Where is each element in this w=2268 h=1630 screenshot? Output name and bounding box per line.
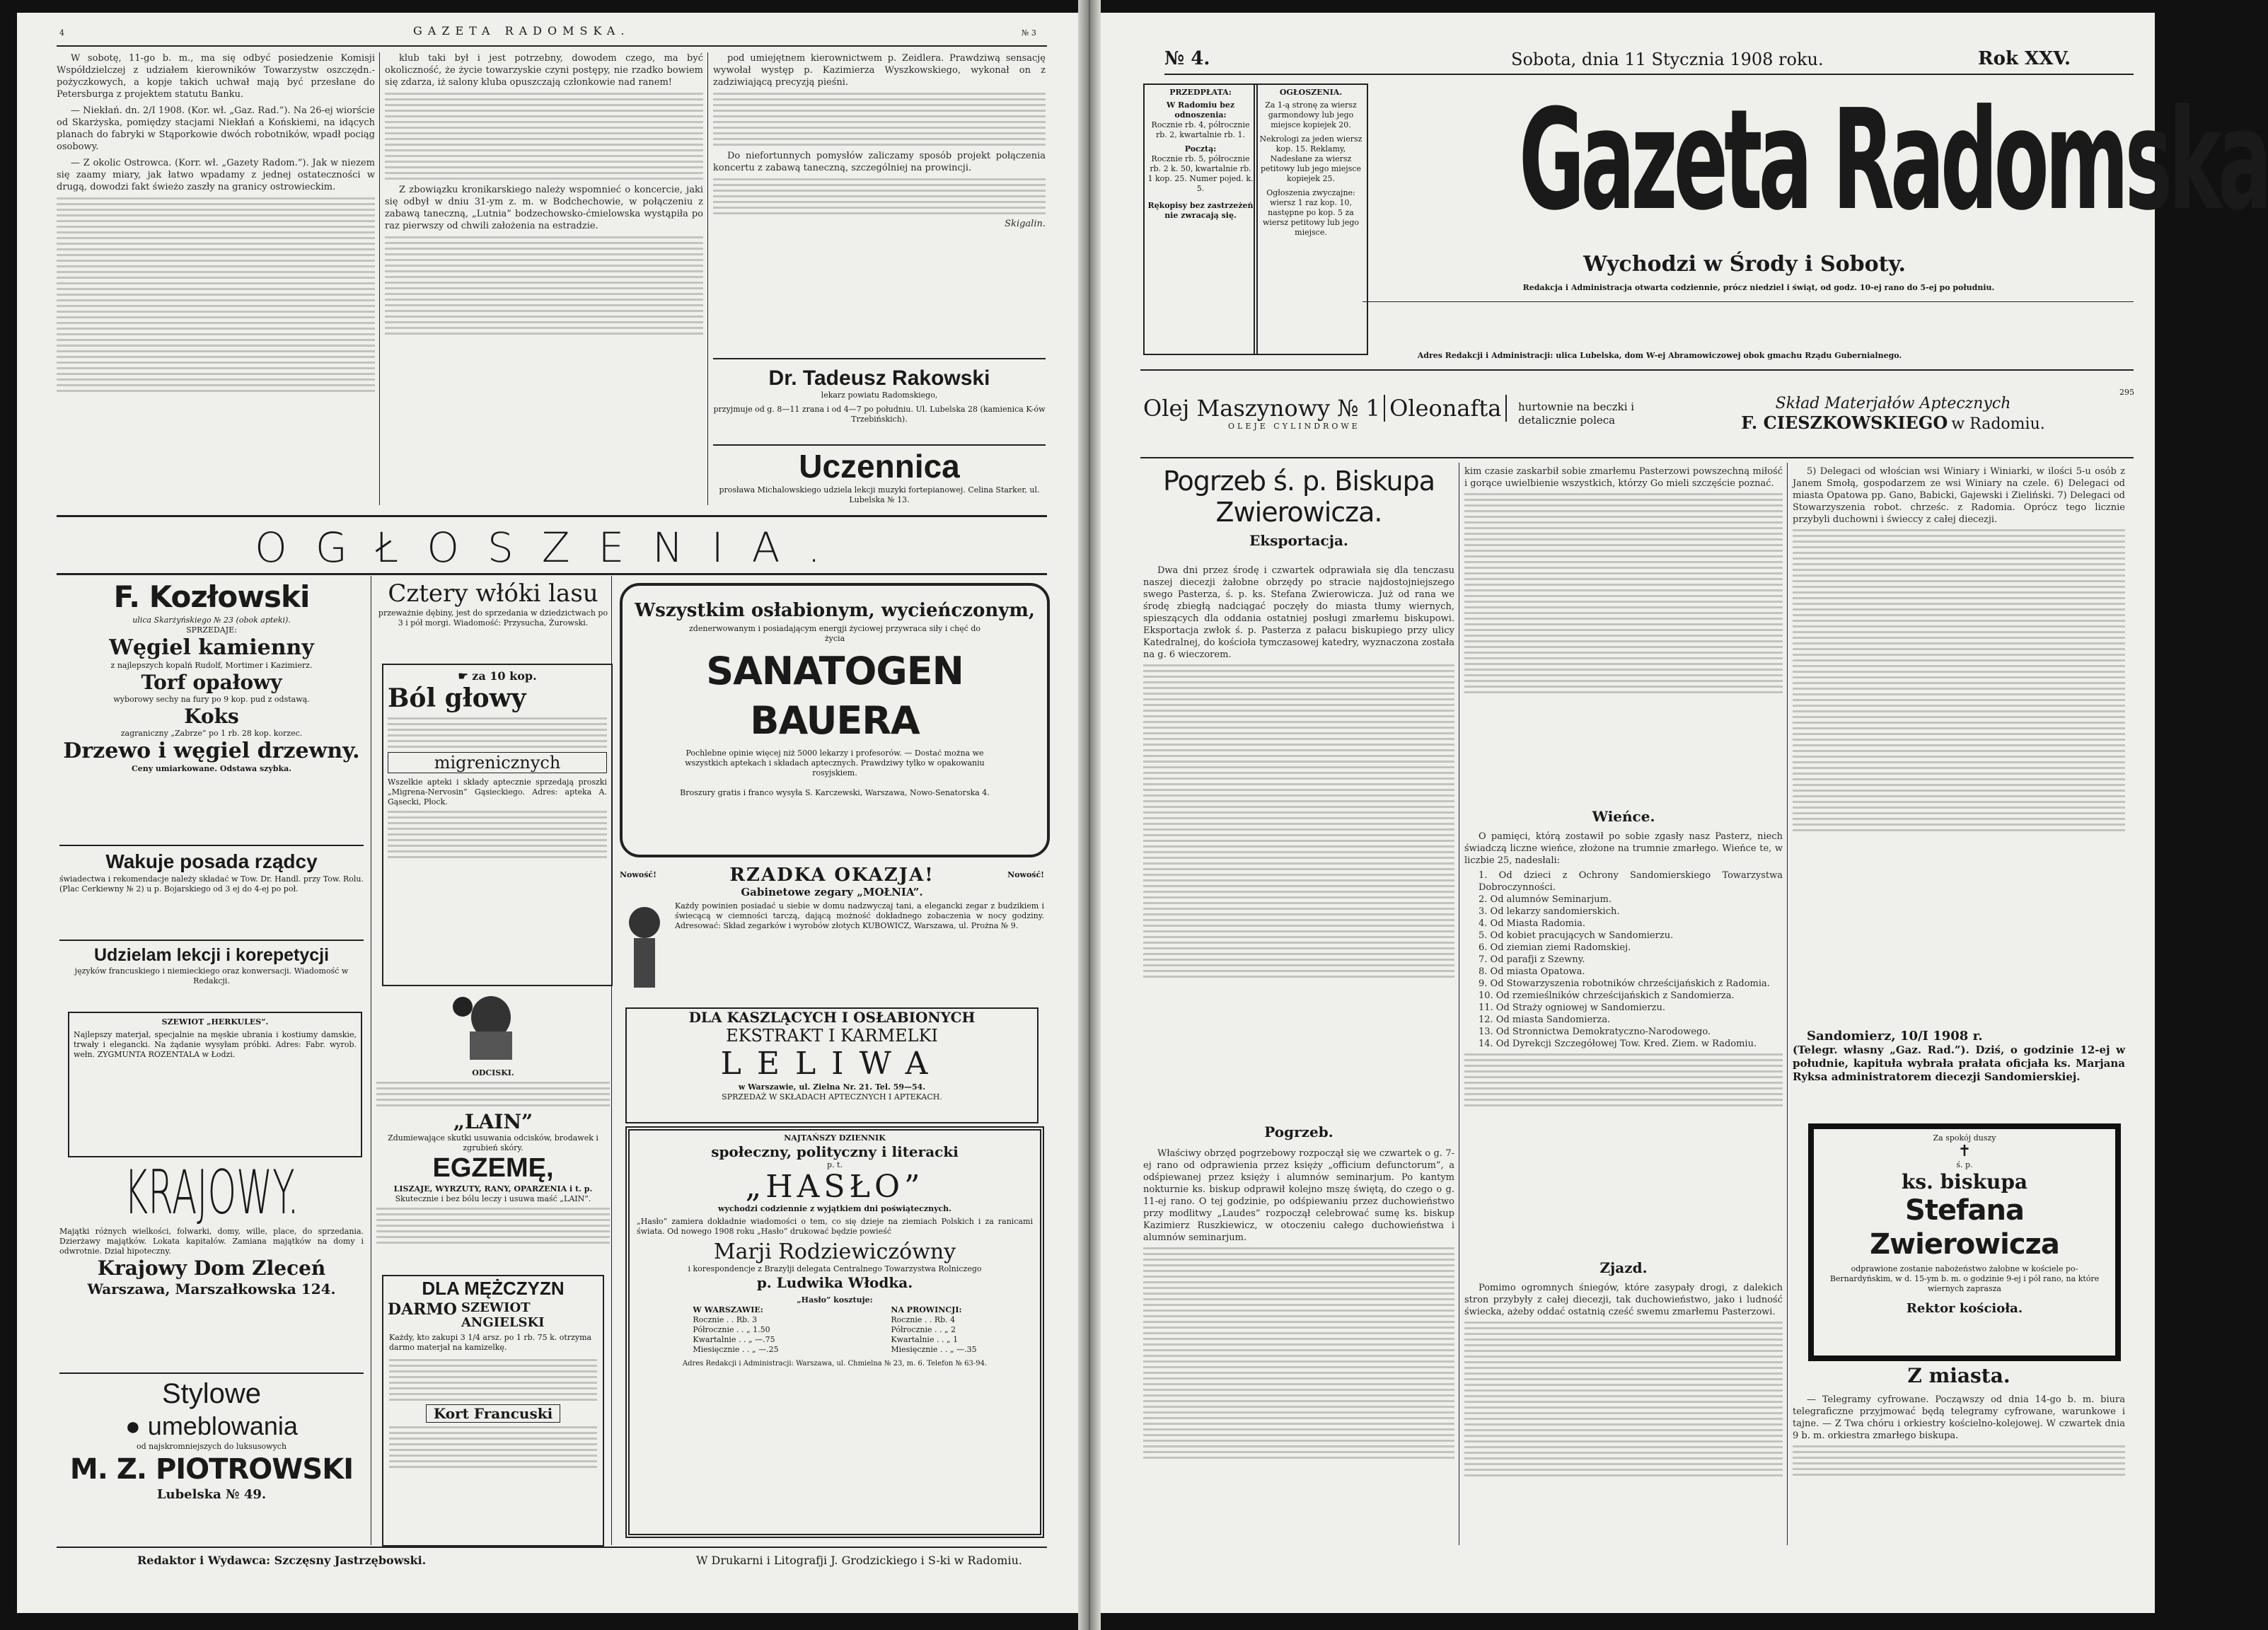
news-signature: Skigalin. (1005, 219, 1046, 229)
kozlowski-torf: Torf opałowy (141, 671, 282, 694)
ogloszenia-rates-text2: Nekrologi za jeden wiersz kop. 15. Reklamy, Nadesłane za wiersz petitowy lub jego miejsce kopiejek 25. (1259, 134, 1362, 183)
odciski-text: Zdumiewające skutki usuwania odcisków, brodawek i zgrubień skóry. (388, 1133, 598, 1152)
bullet-icon: ● (125, 1411, 148, 1440)
kozlowski-wegiel: Węgiel kamienny (109, 635, 314, 660)
kozlowski-drzewo: Drzewo i węgiel drzewny. (63, 739, 360, 763)
kozlowski-torf-sub: wyborowy sechy na fury po 9 kop. pud z odstawą. (113, 695, 310, 704)
masthead (1355, 80, 2268, 243)
korepetycje-title: Udzielam lekcji i korepetycji (93, 945, 330, 965)
advert-leliwa (625, 1007, 1038, 1123)
rakowski-sub: lekarz powiatu Radomskiego, (821, 391, 938, 400)
leliwa-address: w Warszawie, ul. Zielna Nr. 21. Tel. 59—54. (738, 1082, 926, 1092)
obit-title: ks. biskupa (1901, 1170, 2028, 1193)
advert-egzeme (376, 1152, 610, 1247)
advert-kozlowski (59, 579, 364, 774)
news-column-3 (713, 52, 1046, 357)
mezczyzn-darmo: DARMO (388, 1300, 457, 1319)
haslo-author: p. Ludwika Włodka. (756, 1274, 913, 1291)
prenumerata-poczta: Pocztą: (1184, 144, 1217, 154)
running-head-number: № 3 (1022, 28, 1036, 37)
uczennica-text: prosława Michalowskiego udziela lekcji muzyki fortepianowej. Celina Starker, ul. Lubelska № 13. (719, 485, 1040, 504)
news-item: — Z okolic Ostrowca. (Korr. wł. „Gazety Radom.”). Jak w niezem się zaamy miary, jak łatwo wpadamy z jednej ostateczności w drugą, dowodzi fakt świeżo zaszły na granicy ostrowieckim. (57, 158, 375, 192)
section-eksportacja: Eksportacja. (1249, 532, 1348, 549)
binding-gutter (1078, 0, 1101, 1630)
haslo-pt: p. t. (827, 1160, 843, 1169)
haslo-novel: Marji Rodziewiczówny (713, 1239, 956, 1264)
migrena-text: Wszelkie apteki i składy aptecznie sprzedają proszki „Migrena-Nervosin” Gąsieckiego. Adres: apteka A. Gąsecki, Płock. (388, 778, 607, 807)
posada-text: świadectwa i rekomendacje należy składać w Tow. Dr. Handl. przy Tow. Rolu. (Plac Cerkiewny № 2) u p. Bojarskiego od 3 ej do 4-ej po poł. (59, 874, 364, 894)
section-zjazd: Zjazd. (1599, 1259, 1648, 1276)
advert-piotrowski (59, 1377, 364, 1502)
haslo-line2: społeczny, polityczny i literacki (711, 1143, 959, 1160)
sandomierz-text: (Telegr. własny „Gaz. Rad.”). Dziś, o godzinie 12-ej w południe, kapituła wybrała prałata oficjała ks. Marjana Ryksa administratorem diecezji Sandomierskiej. (1793, 1044, 2125, 1083)
ogloszenia-rates-title: OGŁOSZENIA. (1279, 88, 1343, 97)
wience-list (1464, 869, 1783, 1050)
kozlowski-address: ulica Skarżyńskiego № 23 (obok apteki). (132, 615, 291, 625)
leliwa-name: LELIWA (720, 1046, 944, 1082)
mezczyzn-text: Każdy, kto zakupi 3 1/4 arsz. po 1 rb. 75 k. otrzyma darmo materjał na kamizelkę. (389, 1333, 592, 1352)
advert-wloki (376, 579, 610, 628)
clock-figure-illustration (620, 901, 669, 993)
olej-shop (1660, 395, 2127, 433)
sandomierz-head: Sandomierz, 10/I 1908 r. (1807, 1029, 1983, 1044)
page-right (1101, 13, 2268, 1613)
advert-olej (1143, 395, 1511, 432)
issue-year: Rok XXV. (1978, 48, 2071, 69)
advert-haslo (625, 1126, 1044, 1538)
haslo-top: NAJTAŃSZY DZIENNIK (784, 1133, 886, 1143)
obit-text: odprawione zostanie nabożeństwo żałobne w kościele po-Bernardyńskim, w d. 15-ym b. m. o godzinie 9-ej i pół rano, na które wiernych zaprasza (1829, 1264, 2100, 1293)
kozlowski-wegiel-sub: z najlepszych kopalń Rudolf, Mortimer i Kazimierz. (110, 661, 313, 670)
piotrowski-line2: umeblowania (147, 1411, 298, 1440)
price-row: Rocznie . . Rb. 4 (891, 1315, 956, 1324)
news-item: klub taki był i jest potrzebny, dowodem czego, ma być okoliczność, że życie towarzyskie czyni postępy, nie rzadko bowiem się zdarza, iż salony kluba opuszczają członkowie nad ranem! (385, 53, 703, 88)
haslo-warsaw-label: W WARSZAWIE: (693, 1305, 763, 1314)
wience-text: O pamięci, którą zostawił po sobie zgasły nasz Pasterz, niech świadczą liczne wieńce, złożone na trumnie zmarłego. Wieńce te, w liczbie 25, nadesłali: (1464, 831, 1783, 866)
ogloszenia-rates-box (1254, 83, 1368, 355)
price-row: Rocznie . . Rb. 3 (693, 1315, 758, 1324)
footer-printer: W Drukarni i Litografji J. Grodzickiego i S-ki w Radomiu. (696, 1554, 1022, 1567)
article-col1-pogrzeb (1143, 1148, 1454, 1544)
price-row: Miesięcznie . . „ —.25 (693, 1345, 779, 1354)
issue-date: Sobota, dnia 11 Stycznia 1908 roku. (1511, 50, 1824, 69)
wloki-text: przeważnie dębiny, jest do sprzedania w dziedzictwach po 3 i pół morgi. Wiadomość: Przysucha, Żurowski. (378, 608, 608, 628)
okazja-left: Nowość! (620, 870, 656, 879)
advert-korepetycje (59, 944, 364, 986)
news-item: pod umiejętnem kierownictwem p. Zeidlera. Prawdziwą sensację wywołał występ p. Kazimierza Wyszkowskiego, wykonał on z zadziwiającą precyzją pieśni. (713, 53, 1046, 88)
cross-icon: ✝ (1957, 1143, 1972, 1160)
list-item: 12. Od miasta Sandomierza. (1479, 1015, 1611, 1025)
advert-posada (59, 849, 364, 894)
herkules-text: Najlepszy materjał, specjalnie na męskie ubrania i kostiumy damskie, trwały i elegancki. Na żądanie wysyłam próbki. Adres: Fabr. wyrob. wełn. ZYGMUNTA ROZENTALA w Łodzi. (74, 1030, 357, 1059)
article-title-block (1143, 466, 1454, 549)
running-head-title: GAZETA RADOMSKA. (413, 24, 630, 37)
list-item: 6. Od ziemian ziemi Radomskiej. (1479, 942, 1631, 953)
rakowski-name: Dr. Tadeusz Rakowski (768, 366, 990, 390)
advert-okazja (620, 865, 1044, 1006)
list-item: 4. Od Miasta Radomia. (1479, 918, 1585, 929)
piotrowski-line3: od najskromniejszych do luksusowych (136, 1442, 287, 1451)
haslo-prices-title: „Hasło” kosztuje: (797, 1295, 873, 1305)
posada-title: Wakuje posada rządcy (105, 850, 318, 872)
advert-migrena (382, 664, 613, 986)
rakowski-text: przyjmuje od g. 8—11 zrana i od 4—7 po południu. Ul. Lubelska 28 (kamienica K-ów Trzebińskich). (713, 405, 1046, 424)
address-line: Adres Redakcji i Administracji: ulica Lubelska, dom W-ej Abramowiczowej obok gmachu Rządu Gubernialnego. (1417, 351, 1902, 360)
office-hours: Redakcja i Administracja otwarta codziennie, prócz niedziel i świąt, od godz. 10-ej rano do 5-ej po południu. (1522, 283, 1995, 292)
article-col2 (1464, 466, 1783, 805)
haslo-name: „HASŁO” (745, 1169, 925, 1205)
col3-text: 5) Delegaci od włościan wsi Winiary i Winiarki, w ilości 5-u osób z Janem Smołą, gospodarzem ze wsi Winiary na czele. 6) Delegaci od miasta Opatowa pp. Gano, Babicki, Gajewski i Zieliński. 7) Delegaci od Stowarzyszenia robot. chrześc. z Radomia. Oprócz tego licznie przybyli duchowni i świeccy z całej diecezji. (1793, 466, 2125, 525)
corner-number: 295 (2119, 388, 2134, 397)
list-item: 10. Od rzemieślników chrześcijańskich z Sandomierza. (1479, 990, 1735, 1001)
list-item: 7. Od parafji z Szewny. (1479, 954, 1585, 965)
haslo-sub: wychodzi codziennie z wyjątkiem dni poświątecznych. (717, 1204, 952, 1213)
sandomierz-telegram (1793, 1029, 2125, 1084)
piotrowski-name: M. Z. PIOTROWSKI (69, 1453, 354, 1486)
price-row: Kwartalnie . . „ —.75 (693, 1335, 775, 1344)
news-item: Z zbowiązku kronikarskiego należy wspomnieć o koncercie, jaki się odbył w dniu 31-ym z. m. w Bodchechowie, w połączeniu z zabawą taneczną, „Lutnia” bodzechowsko-ćmielowska wystąpiła po raz pierwszy od chwili założenia na estradzie. (385, 185, 703, 231)
egzeme-text: Skutecznie i bez bólu leczy i usuwa maść „LAIN”. (395, 1194, 591, 1203)
article-title: Pogrzeb ś. p. Biskupa Zwierowicza. (1162, 466, 1435, 528)
haslo-text: „Hasło” zamiera dokładnie wiadomości o tem, co się dzieje na ziemiach Polskich i za ranicami świata. Od nowego 1908 roku „Hasło” drukować będzie powieść (637, 1217, 1033, 1236)
list-item: 13. Od Stronnictwa Demokratyczno-Narodowego. (1479, 1027, 1711, 1037)
obit-top: Za spokój duszy (1933, 1133, 1996, 1143)
price-row: Miesięcznie . . „ —.35 (891, 1345, 977, 1354)
haslo-warsaw-prices (693, 1305, 778, 1355)
korepetycje-text: języków francuskiego i niemieckiego oraz konwersacji. Wiadomość w Redakcji. (74, 966, 349, 985)
egzeme-sub: LISZAJE, WYRZUTY, RANY, OPARZENIA i t. p. (393, 1184, 593, 1193)
article-col3 (1793, 466, 2125, 1017)
prenumerata-note: Rękopisy bez zastrzeżeń nie zwracają się. (1147, 201, 1254, 220)
page-left (17, 13, 1078, 1613)
advert-krajowy (59, 1159, 364, 1297)
wience-block (1464, 831, 1783, 1255)
eksportacja-text: Dwa dni przez środę i czwartek odprawiała się dla tenczasu naszej diecezji żałobne obrzędy po stracie najdostojniejszego swego Pasterza, ś. p. ks. Stefana Zwierowicza. Już od rana we środę zbiegłą nadciągać poczęły do miasta tłumy wiernych, spieszących dla oddania ostatniej posługi zmarłemu biskupowi. Eksportacja zwłok ś. p. Pasterza z pałacu biskupiego przy ulicy Katedralnej, do kościoła tymczasowej katedry, wyznaczona została na g. 6 wieczorem. (1143, 565, 1454, 660)
olej-bracket: Oleonafta (1384, 395, 1507, 422)
advert-mezczyzn (382, 1275, 604, 1547)
sanatogen-sub: zdenerwowanym i posiadającym energji życiowej przywraca siły i chęć do życia (689, 624, 980, 643)
sanatogen-text: Pochlebne opinie więcej niż 5000 lekarzy i profesorów. — Dostać można we wszystkich aptekach i składach aptecznych. Prawdziwy tylko w opakowaniu rosyjskiem. (685, 748, 985, 778)
piotrowski-address: Lubelska № 49. (156, 1487, 267, 1502)
news-item: Do niefortunnych pomysłów zaliczamy sposób projekt połączenia koncertu z zabawą taneczną, szczególniej na prowincji. (713, 151, 1046, 173)
list-item: 8. Od miasta Opatowa. (1479, 966, 1585, 977)
sanatogen-foot: Broszury gratis i franco wysyła S. Karczewski, Warszawa, Nowo-Senatorska 4. (680, 788, 990, 797)
haslo-novel-sub: i korespondencje z Brazylji delegata Centralnego Towarzystwa Rolniczego (688, 1264, 982, 1273)
migrena-word: migrenicznych (388, 752, 607, 773)
odciski-name: „LAIN” (453, 1110, 533, 1133)
list-item: 14. Od Dyrekcji Szczegółowej Tow. Kred. Ziem. w Radomiu. (1479, 1039, 1757, 1049)
price-row: Kwartalnie . . „ 1 (891, 1335, 959, 1344)
news-column-1 (57, 52, 375, 505)
sanatogen-name: SANATOGEN BAUERA (706, 649, 964, 743)
kozlowski-koks-sub: zagraniczny „Zabrze” po 1 rb. 28 kop. korzec. (120, 729, 303, 738)
prenumerata-box (1143, 83, 1258, 355)
leliwa-line1: DLA KASZLĄCYCH I OSŁABIONYCH (688, 1009, 976, 1026)
mezczyzn-kort: Kort Francuski (426, 1404, 560, 1423)
price-row: Półrocznie . . „ 1.50 (693, 1325, 770, 1334)
prenumerata-radom: W Radomiu bez odnoszenia: (1166, 100, 1235, 120)
kozlowski-name: F. Kozłowski (113, 579, 310, 614)
okazja-right: Nowość! (1007, 870, 1044, 879)
olej-title: Olej Maszynowy № 1 (1143, 395, 1381, 422)
sanatogen-header: Wszystkim osłabionym, wycieńczonym, (635, 600, 1035, 621)
leliwa-line2: EKSTRAKT I KARMELKI (726, 1026, 938, 1046)
kozlowski-drzewo-sub: Ceny umiarkowane. Odstawa szybka. (131, 764, 292, 773)
haslo-prov-prices (891, 1305, 976, 1355)
page-number-left: 4 (59, 28, 64, 37)
list-item: 3. Od lekarzy sandomierskich. (1479, 906, 1620, 917)
krajowy-address: Warszawa, Marszałkowska 124. (87, 1281, 336, 1297)
olej-skl: Skład Materjałów Aptecznych (1775, 395, 2011, 412)
okazja-text: Każdy powinien posiadać u siebie w domu nadzwyczaj tani, a elegancki zegar z budzikiem i świecącą w ciemności tarczą, dającą możność dokładnego zobaczenia w nocy godziny. Adresować: Skład zegarków i wyrobów złotych KUBOWICZ, Warszawa, ul. Prożna № 9. (675, 901, 1044, 930)
egzeme-title: EGZEMĘ, (432, 1153, 554, 1183)
ogloszenia-rates-text3: Ogłoszenia zwyczajne: wiersz 1 raz kop. 10, następne po kop. 5 za wiersz petitowy lub jego miejsce. (1262, 188, 1360, 237)
z-miasta-block (1793, 1394, 2125, 1544)
leliwa-foot: SPRZEDAŻ W SKŁADACH APTECZNYCH I APTEKACH. (722, 1092, 942, 1102)
news-item: — Niekłań. dn. 2/I 1908. (Kor. wł. „Gaz. Rad.”). Na 26-ej wiorście od Skarżyska, pomiędzy stacjami Niekłań a Końskiemi, na idących planach do fabryki w Stąporkowie dwóch robotników, wpadł pociąg osobowy. (57, 105, 375, 152)
section-wience: Wieńce. (1592, 808, 1655, 825)
advert-herkules (68, 1012, 362, 1157)
krajowy-big: KRAJOWY. (124, 1157, 299, 1228)
obit-name: Stefana Zwierowicza (1870, 1194, 2059, 1261)
ogloszenia-rates-text1: Za 1-ą stronę za wiersz garmondowy lub jego miejsce kopiejek 20. (1265, 100, 1357, 129)
herkules-title: SZEWIOT „HERKULES”. (161, 1017, 269, 1027)
obit-sign: Rektor kościoła. (1906, 1301, 2023, 1316)
mezczyzn-title: DLA MĘŻCZYZN (422, 1278, 565, 1299)
migrena-price: za 10 kop. (472, 669, 537, 683)
z-miasta-text: — Telegramy cyfrowane. Począwszy od dnia 14-go b. m. biura telegraficzne przyjmować będą telegramy cyfrowane, warunkowe i tajne. — Z Twa chóru i orkiestry kościelno-kolejowej. W czwartek dnia 9 b. m. orkiestra zmarłego biskupa. (1793, 1394, 2125, 1441)
advert-odciski (376, 1068, 610, 1153)
advert-uczennica (713, 447, 1046, 505)
news-column-2 (385, 52, 703, 505)
prenumerata-poczta-text: Rocznie rb. 5, półrocznie rb. 2 k. 50, kwartalnie rb. 1 kop. 25. Numer pojed. k. 5. (1147, 154, 1254, 193)
pogrzeb-text: Właściwy obrzęd pogrzebowy rozpoczął się we czwartek o g. 7-ej rano od odprawienia przez księży „officium defunctorum”, a odśpiewanej przez księży i alumnów seminarjum. Po kantym nokturnie ks. biskup odprawił kolejno mszę świętą, do czego o g. 11-ej rano. O tej godzinie, po odśpiewaniu przez duchowieństwo przy modlitwy „Laudes” rozpoczął celebrować sumę ks. biskup Kazimierz Ruszkiewicz, w otoczeniu całego duchowieństwa i alumnów seminarjum. (1143, 1148, 1454, 1243)
frequency: Wychodzi w Środy i Soboty. (1583, 252, 1906, 277)
olej-text: hurtownie na beczki i detalicznie poleca (1518, 400, 1635, 427)
haslo-prov-label: NA PROWINCJI: (891, 1305, 962, 1314)
zjazd-text: Pomimo ogromnych śniegów, które zasypały drogi, z dalekich stron przybyły z całej diecezji, tak duchowieństwo, jako i ludność świecka, ażeby oddać ostatnią cześć swemu zmarłemu Pasterzowi. (1464, 1283, 1783, 1317)
col2-top-text: kim czasie zaskarbił sobie zmarłemu Pasterzowi powszechną miłość i gorące uwielbienie wszystkich, którzy Go mieli szczęście poznać. (1464, 466, 1783, 489)
prenumerata-radom-text: Rocznie rb. 4, półrocznie rb. 2, kwartalnie rb. 1. (1151, 120, 1250, 139)
price-row: Półrocznie . . „ 2 (891, 1325, 956, 1334)
ogloszenia-heading: OGŁOSZENIA. (255, 524, 849, 572)
news-item: W sobotę, 11-go b. m., ma się odbyć posiedzenie Komisji Współdzielczej z udziałem kierowników Towarzystw oszczędn.-pożyczkowych, a kopje takich uchwał mają być przesłane do Petersburga z projektem statutu Banku. (57, 53, 375, 100)
okazja-sub: Gabinetowe zegary „MOŁNIA”. (741, 886, 923, 898)
okazja-title: RZADKA OKAZJA! (729, 865, 935, 886)
zjazd-block (1464, 1282, 1783, 1544)
section-z-miasta: Z miasta. (1907, 1364, 2010, 1387)
prenumerata-title: PRZEDPŁATA: (1169, 88, 1232, 97)
list-item: 2. Od alumnów Seminarjum. (1479, 894, 1612, 905)
list-item: 5. Od kobiet pracujących w Sandomierzu. (1479, 930, 1674, 941)
wloki-title: Cztery włóki lasu (388, 579, 598, 608)
krajowy-text: Majątki różnych wielkości, folwarki, domy, wille, place, do sprzedania. Dzierżawy majątków. Lokata kapitałów. Zamiana majątków na domy i odwrotnie. Dział hipoteczny. (59, 1227, 364, 1256)
kozlowski-sprzedaje: SPRZEDAJE: (186, 625, 237, 635)
krajowy-name: Krajowy Dom Zleceń (97, 1256, 326, 1280)
list-item: 11. Od Straży ogniowej w Sandomierzu. (1479, 1002, 1666, 1013)
piotrowski-line1: Stylowe (161, 1378, 262, 1409)
masthead-title: Gazeta Radomska (1519, 80, 2268, 241)
olej-name: F. CIESZKOWSKIEGO (1741, 412, 1948, 433)
advert-sanatogen (620, 583, 1050, 857)
advert-rakowski (713, 366, 1046, 424)
list-item: 1. Od dzieci z Ochrony Sandomierskiego Towarzystwa Dobroczynności. (1479, 870, 1783, 893)
olej-city: w Radomiu. (1951, 415, 2045, 433)
issue-number: № 4. (1164, 48, 1210, 69)
mezczyzn-szewiot: SZEWIOT ANGIELSKI (461, 1300, 545, 1330)
migrena-title: Ból głowy (388, 683, 526, 713)
odciski-title: ODCISKI. (472, 1068, 514, 1077)
list-item: 9. Od Stowarzyszenia robotników chrześcijańskich z Radomia. (1479, 978, 1770, 989)
obit-line: ś. p. (1956, 1160, 1973, 1169)
pointing-hand-icon: ☛ (458, 669, 473, 683)
obituary-box (1808, 1123, 2121, 1361)
foot-illustration (441, 989, 540, 1067)
olej-sub: OLEJE CYLINDROWE (1228, 422, 1360, 431)
footer-editor: Redaktor i Wydawca: Szczęsny Jastrzębowski. (137, 1554, 427, 1567)
kozlowski-koks: Koks (184, 705, 239, 728)
section-pogrzeb: Pogrzeb. (1264, 1123, 1333, 1140)
article-col1 (1143, 565, 1454, 1109)
uczennica-title: Uczennica (799, 448, 960, 485)
haslo-address: Adres Redakcji i Administracji: Warszawa, ul. Chmielna № 23, m. 6. Telefon № 63-94. (682, 1360, 988, 1368)
